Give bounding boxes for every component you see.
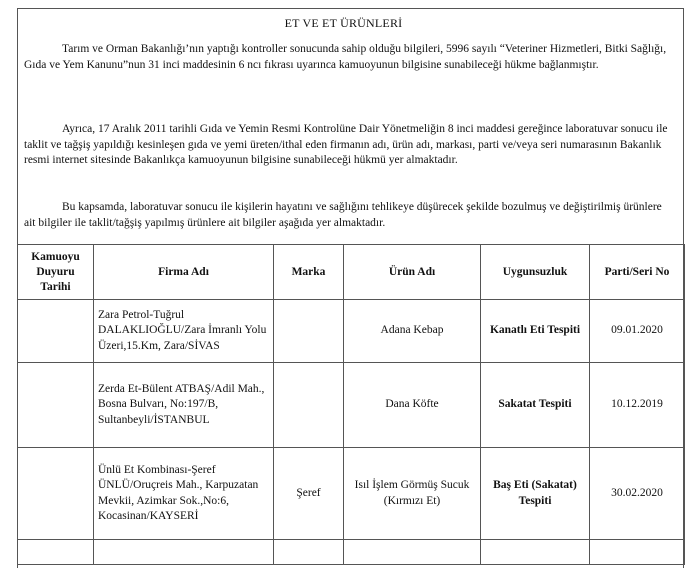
cell-serial <box>590 540 685 565</box>
header-issue: Uygunsuzluk <box>481 245 590 300</box>
cell-issue: Kanatlı Eti Tespiti <box>481 300 590 363</box>
cell-product: Adana Kebap <box>344 300 481 363</box>
cell-brand <box>274 540 344 565</box>
cell-serial: 30.02.2020 <box>590 448 685 540</box>
header-serial: Parti/Seri No <box>590 245 685 300</box>
cell-firm: Zerda Et-Bülent ATBAŞ/Adil Mah., Bosna Bulvarı, No:197/B, Sultanbeyli/İSTANBUL <box>94 363 274 448</box>
table-row <box>18 448 685 540</box>
cell-brand <box>274 363 344 448</box>
document-title: ET VE ET ÜRÜNLERİ <box>284 16 403 30</box>
table-header-row <box>18 245 685 300</box>
cell-serial: 10.12.2019 <box>590 363 685 448</box>
cell-issue <box>481 540 590 565</box>
cell-brand <box>274 300 344 363</box>
header-product: Ürün Adı <box>344 245 481 300</box>
header-brand: Marka <box>274 245 344 300</box>
header-date: Kamuoyu Duyuru Tarihi <box>18 245 94 300</box>
cell-issue: Baş Eti (Sakatat) Tespiti <box>481 448 590 540</box>
table-row <box>18 300 685 363</box>
table-row <box>18 540 685 565</box>
cell-date <box>18 448 94 540</box>
paragraph-1: Tarım ve Orman Bakanlığı’nın yaptığı kontroller sonucunda sahip olduğu bilgileri, 5996 sayılı “Veteriner Hizmetleri, Bitki Sağlığı, Gıda ve Yem Kanunu”nun 31 inci maddesinin 6 ncı fıkrası uyarınca kamuoyunun bilgisine sunabileceği hükme bağlanmıştır. <box>24 43 667 71</box>
cell-issue: Sakatat Tespiti <box>481 363 590 448</box>
products-table <box>17 244 685 565</box>
cell-date <box>18 363 94 448</box>
cell-date <box>18 540 94 565</box>
paragraph-3: Bu kapsamda, laboratuvar sonucu ile kişilerin hayatını ve sağlığını tehlikeye düşürecek şekilde bozulmuş ve değiştirilmiş ürünlere ait bilgiler ile taklit/tağşiş yapılmış ürünlere ait bilgiler aşağıda yer almaktadır. <box>24 201 662 229</box>
cell-product <box>344 540 481 565</box>
paragraph-2: Ayrıca, 17 Aralık 2011 tarihli Gıda ve Yemin Resmi Kontrolüne Dair Yönetmeliğin 8 inci maddesi gereğince laboratuvar sonucu ile taklit ve tağşiş yapıldığı kesinleşen gıda ve yemi üreten/ithal eden firmanın adı, ürün adı, markası, parti ve/veya seri numarasının Bakanlık resmi internet sitesinde Bakanlıkça kamuoyunun bilgisine sunabileceği hükmü yer almaktadır. <box>24 123 668 166</box>
header-firm: Firma Adı <box>94 245 274 300</box>
table-row <box>18 363 685 448</box>
cell-firm: Zara Petrol-Tuğrul DALAKLIOĞLU/Zara İmranlı Yolu Üzeri,15.Km, Zara/SİVAS <box>94 300 274 363</box>
cell-firm <box>94 540 274 565</box>
cell-serial: 09.01.2020 <box>590 300 685 363</box>
cell-firm: Ünlü Et Kombinası-Şeref ÜNLÜ/Oruçreis Mah., Karpuzatan Mevkii, Azimkar Sok.,No:6, Kocasinan/KAYSERİ <box>94 448 274 540</box>
cell-date <box>18 300 94 363</box>
cell-product: Isıl İşlem Görmüş Sucuk (Kırmızı Et) <box>344 448 481 540</box>
cell-product: Dana Köfte <box>344 363 481 448</box>
cell-brand: Şeref <box>274 448 344 540</box>
